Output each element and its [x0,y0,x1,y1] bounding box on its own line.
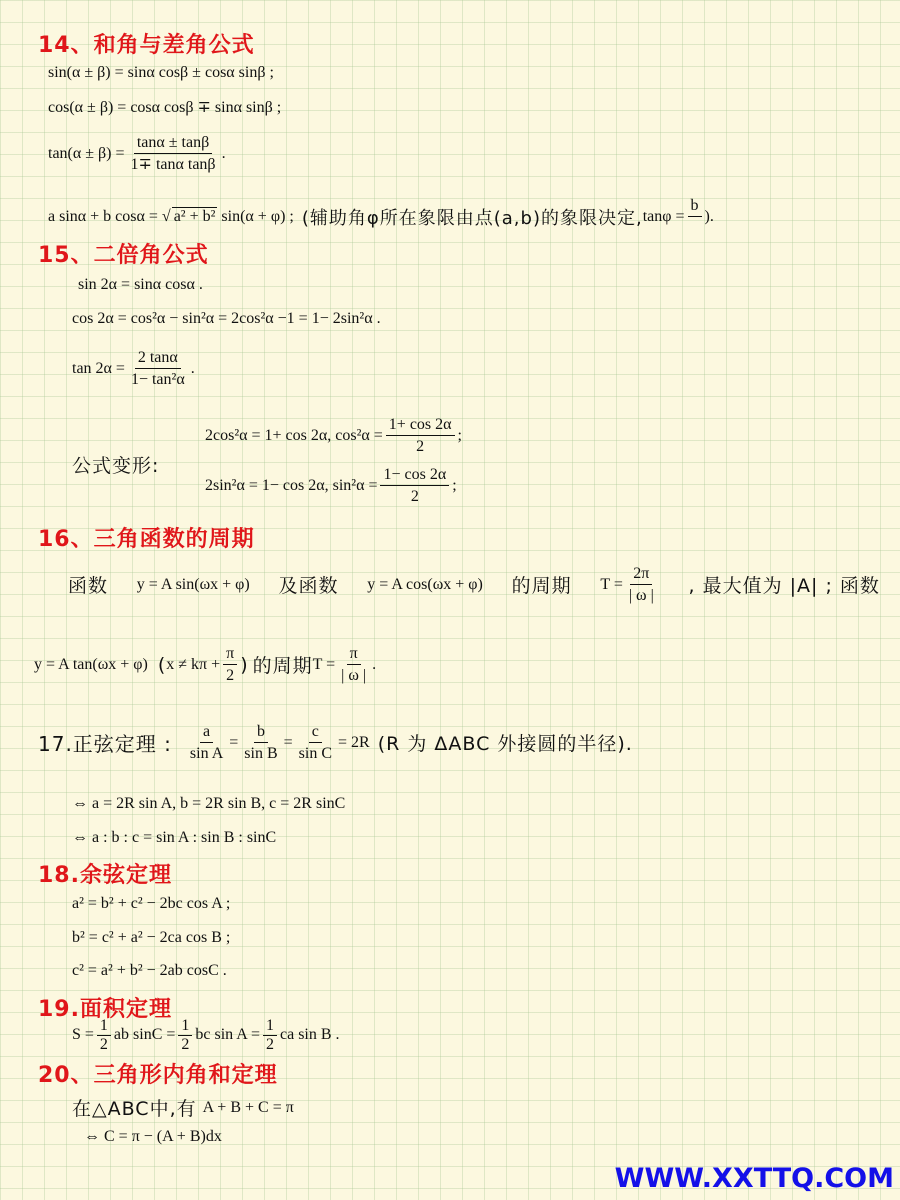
section-14-title: 14、和角与差角公式 [38,33,255,58]
section-15-title: 15、二倍角公式 [38,243,209,268]
sine-law-c-num: c [309,722,322,743]
sine-law-eq-1: = [229,733,239,751]
tan-double-numerator: 2 tanα [135,348,181,369]
cond-close: ) [240,653,249,676]
sine-law-b [241,722,280,763]
variant-label: 公式变形: [72,455,160,477]
angle-sum-line-1 [72,1094,294,1121]
formula-cos-sum: cos(α ± β) = cosα cosβ ∓ sinα sinβ ; [48,99,282,116]
sin-variant-numerator: 1− cos 2α [380,465,449,486]
formula-tan-double [72,348,195,389]
tan-double-denominator: 1− tan²α [130,371,185,388]
area-half-3 [263,1018,277,1050]
period-condition [166,644,240,685]
aux-tan: tanφ = [642,207,685,225]
period-func-tan: y = A tan(ωx + φ) [34,655,148,673]
tan-sum-denominator: 1∓ tanα tanβ [130,156,216,173]
period-text-2: 及函数 [278,575,339,597]
period-text-5: 的周期 [252,655,313,677]
aux-sqrt: a² + b² [173,208,216,225]
tan-double-fraction [128,348,188,389]
aux-note: (辅助角φ所在象限由点(a,b)的象限决定, [301,207,643,229]
cosine-law-1: a² = b² + c² − 2bc cos A ; [72,895,231,912]
angle-sum-formula: A + B + C = π [202,1098,294,1116]
sine-law-equiv-2: ⇔ a : b : c = sin A : sin B : sinC [72,829,277,846]
sine-law-a-num: a [200,722,213,743]
tan-sum-numerator: tanα ± tanβ [134,133,212,154]
area-part-2: bc sin A = [195,1026,260,1043]
area-half-2 [178,1018,192,1050]
sin-variant-denominator: 2 [410,488,419,505]
sine-law-b-den: sin B [244,745,278,762]
T2-lhs: T = [312,655,336,673]
sine-law-rhs: = 2R [338,733,370,751]
formula-sin-double: sin 2α = sinα cosα . [78,276,203,293]
formula-cos-variant [205,415,462,456]
cos-variant-fraction [386,415,455,456]
sine-law-a [187,722,226,763]
sine-law-formula [184,722,370,763]
sine-law-eq-2: = [283,733,293,751]
sine-law-c-den: sin C [298,745,332,762]
tan-double-lhs: tan 2α = [72,359,125,377]
angle-sum-text: 在△ABC中,有 [72,1098,197,1120]
area-half-1 [97,1018,111,1050]
T1-denominator: | ω | [628,587,654,604]
period-line-1 [68,564,880,605]
T2-denominator: | ω | [341,667,367,684]
period-text-3: 的周期 [511,575,572,597]
sine-law-note: (R 为 ΔABC 外接圆的半径). [377,733,633,755]
area-half-3-den: 2 [265,1036,274,1050]
aux-lhs: a sinα + b cosα = [48,207,158,225]
sin-variant-end: ; [452,476,457,494]
formula-cos-double: cos 2α = cos²α − sin²α = 2cos²α −1 = 1− 2sin²α . [72,310,381,327]
area-half-3-num: 1 [263,1018,277,1036]
formula-auxiliary-angle [48,196,714,237]
formula-sin-sum: sin(α ± β) = sinα cosβ ± cosα sinβ ; [48,64,274,81]
area-half-1-den: 2 [99,1036,108,1050]
sine-law-line [38,722,633,763]
aux-sqrt-sign: √ [161,207,171,225]
T1-lhs: T = [600,575,623,593]
area-part-3: ca sin B . [279,1026,340,1043]
section-20-title: 20、三角形内角和定理 [38,1063,278,1088]
cond-denominator: 2 [226,667,235,684]
period-T2 [313,644,376,685]
area-formula [72,1018,340,1050]
sine-law-equiv-1: ⇔ a = 2R sin A, b = 2R sin B, c = 2R sinC [72,795,346,812]
sin-variant-lhs: 2sin²α = 1− cos 2α, sin²α = [205,476,378,494]
T2-numerator: π [347,644,361,665]
area-lhs: S = [72,1026,94,1043]
sin-variant-fraction [380,465,449,506]
section-18-title: 18.余弦定理 [38,863,172,888]
cos-variant-numerator: 1+ cos 2α [386,415,455,436]
T1-numerator: 2π [630,564,652,585]
cond-open: ( [157,653,167,676]
period-line-2 [34,644,376,685]
tan-sum-fraction [128,133,219,174]
section-16-title: 16、三角函数的周期 [38,527,255,552]
angle-sum-line-2: ⇔ C = π − (A + B)dx [84,1128,222,1145]
watermark: WWW.XXTTQ.COM [614,1163,894,1194]
T2-end: . [372,655,377,673]
period-func-cos: y = A cos(ωx + φ) [367,575,483,593]
section-19-title: 19.面积定理 [38,997,172,1022]
cos-variant-denominator: 2 [416,438,425,455]
period-func-sin: y = A sin(ωx + φ) [136,575,250,593]
aux-rest: sin(α + φ) ; [221,207,294,225]
T1-fraction [626,564,657,605]
cond-fraction [223,644,237,685]
tan-sum-end: . [221,144,226,162]
tan-sum-lhs: tan(α ± β) = [48,144,125,162]
period-text-1: 函数 [68,575,109,597]
sine-law-c [296,722,335,763]
cond-numerator: π [223,644,237,665]
cosine-law-2: b² = c² + a² − 2ca cos B ; [72,929,231,946]
tan-double-end: . [190,359,195,377]
sine-law-a-den: sin A [189,745,224,762]
cos-variant-lhs: 2cos²α = 1+ cos 2α, cos²α = [205,426,383,444]
aux-tan-fraction [688,196,702,237]
aux-end: ). [704,207,714,225]
formula-sin-variant [205,465,457,506]
section-17-title: 17.正弦定理 : [38,732,172,756]
cond-lhs: x ≠ kπ + [166,655,221,673]
formula-tan-sum [48,133,226,174]
cosine-law-3: c² = a² + b² − 2ab cosC . [72,962,227,979]
T2-fraction [338,644,369,685]
aux-tan-denominator: a [690,219,699,236]
aux-tan-numerator: b [688,196,702,217]
area-part-1: ab sinC = [113,1026,176,1043]
area-half-2-den: 2 [181,1036,190,1050]
area-half-2-num: 1 [178,1018,192,1036]
sine-law-b-num: b [254,722,268,743]
cos-variant-end: ; [457,426,462,444]
period-T1 [600,564,659,605]
area-half-1-num: 1 [97,1018,111,1036]
period-text-4: , 最大值为 |A| ; 函数 [688,575,880,597]
